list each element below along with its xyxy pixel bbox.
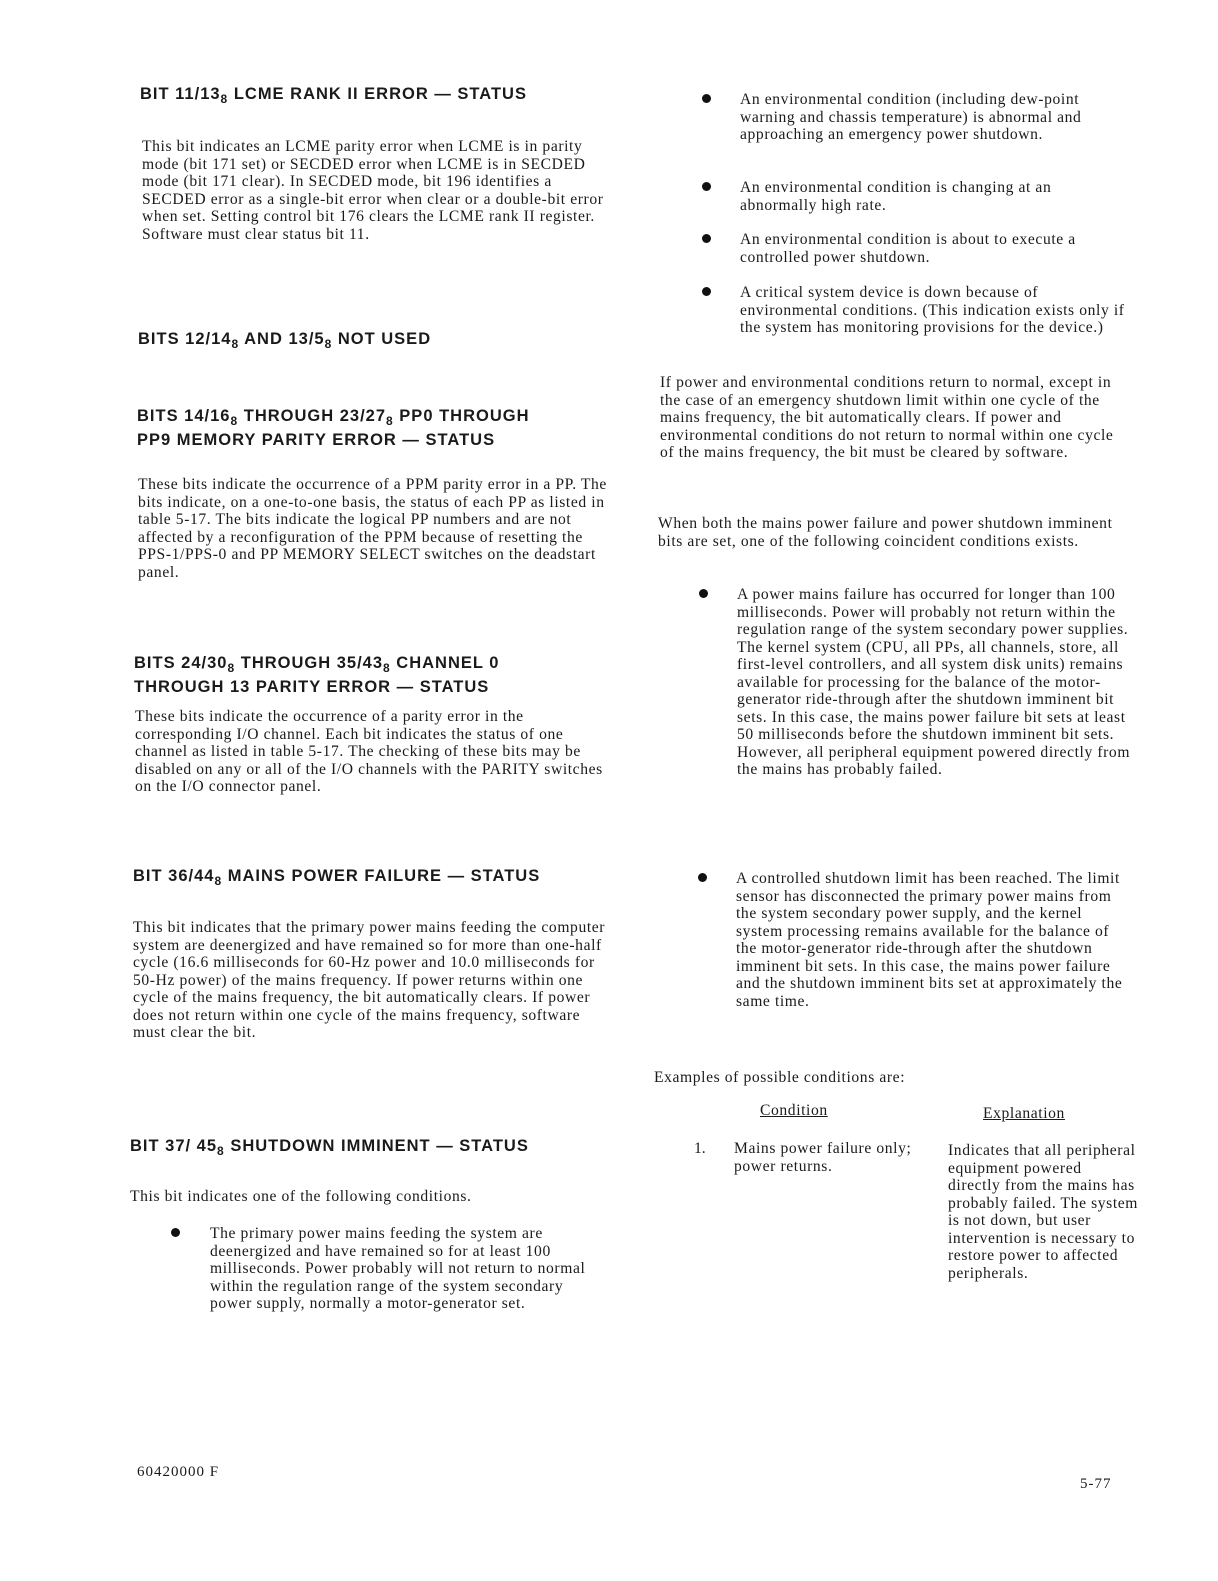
bullet-icon bbox=[702, 182, 711, 191]
condition-environmental-shutdown: An environmental condition is about to execute a controlled power shutdown. bbox=[740, 231, 1076, 266]
section-heading-bit-36: BIT $36/44_8$ MAINS POWER FAILURE — STATUS bbox=[133, 867, 541, 888]
section-heading-bit-11: BIT $11/13_8$ LCME RANK II ERROR — STATUS bbox=[140, 85, 527, 106]
bullet-icon bbox=[171, 1228, 180, 1237]
bullet-icon bbox=[698, 873, 707, 882]
bit-37-condition-1: The primary power mains feeding the system are deenergized and have remained so for at least 100 milliseconds. Power probably will not return to normal within the regulation range of the system secondary power supply, normally a motor-generator set. bbox=[210, 1225, 586, 1312]
example-condition: Mains power failure only; power returns. bbox=[734, 1140, 912, 1175]
bit-37-description: This bit indicates one of the following conditions. bbox=[130, 1188, 472, 1205]
section-heading-bit-37: BIT 37/ $45_8$ SHUTDOWN IMMINENT — STATUS bbox=[130, 1137, 529, 1158]
examples-intro: Examples of possible conditions are: bbox=[654, 1069, 906, 1086]
bullet-icon bbox=[702, 94, 711, 103]
column-header-condition: Condition bbox=[760, 1102, 828, 1119]
coincident-conditions-paragraph: When both the mains power failure and power shutdown imminent bits are set, one of the following coincident conditions exists. bbox=[658, 515, 1113, 550]
column-header-explanation: Explanation bbox=[983, 1105, 1065, 1122]
condition-critical-device: A critical system device is down because of environmental conditions. (This indication exists only if the system has monitoring provisions for the device.) bbox=[740, 284, 1125, 336]
section-heading-bits-14-23: BITS $14/16_8$ THROUGH $23/27_8$ PP0 THROUGH PP9 MEMORY PARITY ERROR — STATUS bbox=[137, 407, 530, 449]
bullet-icon bbox=[699, 589, 708, 598]
section-heading-bits-24-35: BITS $24/30_8$ THROUGH $35/43_8$ CHANNEL 0 THROUGH 13 PARITY ERROR — STATUS bbox=[134, 654, 500, 696]
section-heading-bits-12-13: BITS $12/14_8$ AND $13/5_8$ NOT USED bbox=[138, 330, 432, 351]
bit-36-description: This bit indicates that the primary power mains feeding the computer system are deenergized and have remained so for more than one-half cycle (16.6 milliseconds for 60-Hz power and 10.0 milliseconds for 50-Hz power) of the mains frequency. If power returns within one cycle of the mains frequency, the bit automatically clears. If power does not return within one cycle of the mains frequency, software must clear the bit. bbox=[133, 919, 606, 1041]
coincident-condition-mains-failure: A power mains failure has occurred for longer than 100 milliseconds. Power will probably not return within the regulation range of the system secondary power supplies. The kernel system (CPU, all PPs, all channels, store, all first-level controllers, and all system disk units) remains available for processing for the balance of the motor-generator ride-through after the shutdown imminent bit sets. In this case, the mains power failure bit sets at least 50 milliseconds before the shutdown imminent bit sets. However, all peripheral equipment powered directly from the mains has probably failed. bbox=[737, 586, 1131, 778]
example-explanation: Indicates that all peripheral equipment powered directly from the mains has probably failed. The system is not down, but user intervention is necessary to restore power to affected peripherals. bbox=[948, 1142, 1138, 1282]
power-return-paragraph: If power and environmental conditions return to normal, except in the case of an emergency shutdown limit within one cycle of the mains frequency, the bit automatically clears. If power and environmental conditions do not return to normal within one cycle of the mains frequency, the bit must be cleared by software. bbox=[660, 374, 1114, 461]
bits-14-23-description: These bits indicate the occurrence of a PPM parity error in a PP. The bits indicate, on a one-to-one basis, the status of each PP as listed in table 5-17. The bits indicate the logical PP numbers and are not affected by a reconfiguration of the PPM because of resetting the PPS-1/PPS-0 and PP MEMORY SELECT switches on the deadstart panel. bbox=[138, 476, 607, 581]
condition-environmental-rate: An environmental condition is changing at an abnormally high rate. bbox=[740, 179, 1052, 214]
condition-environmental-abnormal: An environmental condition (including dew-point warning and chassis temperature) is abnormal and approaching an emergency power shutdown. bbox=[740, 91, 1082, 143]
document-number: 60420000 F bbox=[137, 1464, 220, 1480]
bit-11-description: This bit indicates an LCME parity error when LCME is in parity mode (bit 171 set) or SECDED error when LCME is in SECDED mode (bit 171 clear). In SECDED mode, bit 196 identifies a SECDED error as a single-bit error when clear or a double-bit error when set. Setting control bit 176 clears the LCME rank II register. Software must clear status bit 11. bbox=[142, 138, 604, 243]
coincident-condition-controlled-shutdown: A controlled shutdown limit has been reached. The limit sensor has disconnected the primary power mains from the system secondary power supply, and the kernel system processing remains available for the balance of the motor-generator ride-through after the shutdown imminent bit sets. In this case, the mains power failure and the shutdown imminent bits set at approximately the same time. bbox=[736, 870, 1123, 1010]
bits-24-35-description: These bits indicate the occurrence of a parity error in the corresponding I/O channel. Each bit indicates the status of one channel as listed in table 5-17. The checking of these bits may be disabled on any or all of the I/O channels with the PARITY switches on the I/O connector panel. bbox=[135, 708, 603, 795]
bullet-icon bbox=[702, 287, 711, 296]
page-number: 5-77 bbox=[1080, 1476, 1112, 1492]
bullet-icon bbox=[702, 234, 711, 243]
example-number: 1. bbox=[694, 1140, 706, 1157]
